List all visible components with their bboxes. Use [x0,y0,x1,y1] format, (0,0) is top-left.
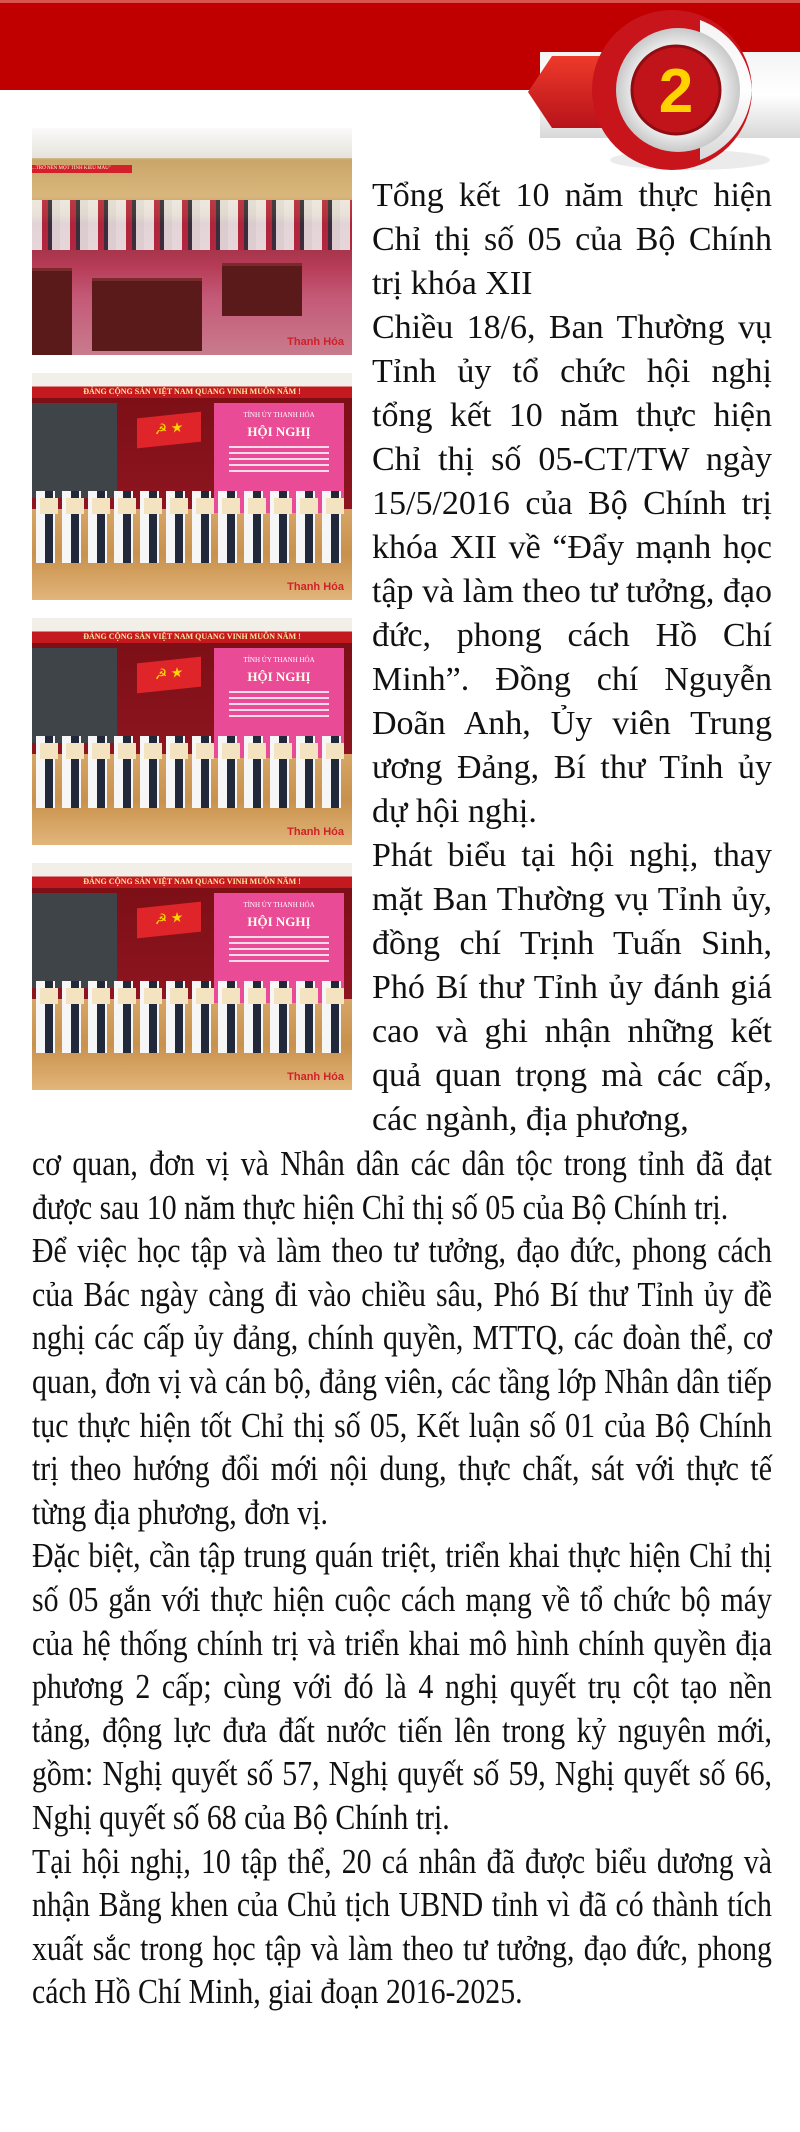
article-full-width-text [32,1142,772,2014]
article-paragraph: cơ quan, đơn vị và Nhân dân các dân tộc trong tỉnh đã đạt được sau 10 năm thực hiện Chỉ thị số 05 của Bộ Chính trị. [32,1144,772,1227]
photo-slogan: ĐẢNG CỘNG SẢN VIỆT NAM QUANG VINH MUÔN NĂM ! [83,877,301,886]
flag-icon: ☭ ★ [137,657,201,694]
article-paragraph: Để việc học tập và làm theo tư tưởng, đạo đức, phong cách của Bác ngày càng đi vào chiều sâu, Phó Bí thư Tỉnh ủy đề nghị các cấp ủy đảng, chính quyền, MTTQ, các đoàn thể, cơ quan, đơn vị và cán bộ, đảng viên, các tầng lớp Nhân dân tiếp tục thực hiện tốt Chỉ thị số 05, Kết luận số 01 của Bộ Chính trị theo hướng đổi mới nội dung, thực chất, sát với thực tế từng địa phương, đơn vị. [32,1231,772,1532]
section-number: 2 [658,57,694,126]
article-paragraph: Đặc biệt, cần tập trung quán triệt, triển khai thực hiện Chỉ thị số 05 gắn với thực hiện cuộc cách mạng về tổ chức bộ máy của hệ thống chính trị và triển khai mô hình chính quyền địa phương 2 cấp; cùng với đó là 4 nghị quyết trụ cột tạo nền tảng, động lực đưa đất nước tiến lên trong kỷ nguyên mới, gồm: Nghị quyết số 57, Nghị quyết số 59, Nghị quyết số 66, Nghị quyết số 68 của Bộ Chính trị. [32,1536,772,1837]
photo-watermark: Thanh Hóa [287,1071,344,1083]
photo-watermark: Thanh Hóa [287,581,344,593]
flag-icon: ☭ ★ [137,412,201,449]
photo-slogan: ĐẢNG CỘNG SẢN VIỆT NAM QUANG VINH MUÔN NĂM ! [83,387,301,396]
article-paragraph: Chiều 18/6, Ban Thường vụ Tỉnh ủy tổ chức hội nghị tổng kết 10 năm thực hiện Chỉ thị số 05-CT/TW ngày 15/5/2016 của Bộ Chính trị khóa XII về “Đẩy mạnh học tập và làm theo tư tưởng, đạo đức, phong cách Hồ Chí Minh”. Đồng chí Nguyễn Doãn Anh, Ủy viên Trung ương Đảng, Bí thư Tỉnh ủy dự hội nghị. [372,309,772,830]
flag-icon: ☭ ★ [137,902,201,939]
photo-event: HỘI NGHỊ [247,914,311,929]
article-paragraph: Phát biểu tại hội nghị, thay mặt Ban Thường vụ Tỉnh ủy, đồng chí Trịnh Tuấn Sinh, Phó Bí thư Tỉnh ủy đánh giá cao và ghi nhận những kết quả quan trọng mà các cấp, các ngành, địa phương, [372,837,772,1138]
photo-org: TỈNH ỦY THANH HÓA [243,656,315,664]
photo-event: HỘI NGHỊ [247,669,311,684]
article-column-text [372,174,772,1142]
photo-event: HỘI NGHỊ [247,424,311,439]
photo-banner-text: ...TRỞ NÊN MỘT TỈNH KIỂU MẪU" [32,165,132,173]
article-title: Tổng kết 10 năm thực hiện Chỉ thị số 05 của Bộ Chính trị khóa XII [372,177,772,302]
photo-org: TỈNH ỦY THANH HÓA [243,411,315,419]
article-paragraph: Tại hội nghị, 10 tập thể, 20 cá nhân đã được biểu dương và nhận Bằng khen của Chủ tịch UBND tỉnh vì đã có thành tích xuất sắc trong học tập và làm theo tư tưởng, đạo đức, phong cách Hồ Chí Minh, giai đoạn 2016-2025. [32,1841,772,2012]
photo-slogan: ĐẢNG CỘNG SẢN VIỆT NAM QUANG VINH MUÔN NĂM ! [83,632,301,641]
photo-watermark: Thanh Hóa [287,336,344,348]
photo-org: TỈNH ỦY THANH HÓA [243,901,315,909]
photo-watermark: Thanh Hóa [287,826,344,838]
